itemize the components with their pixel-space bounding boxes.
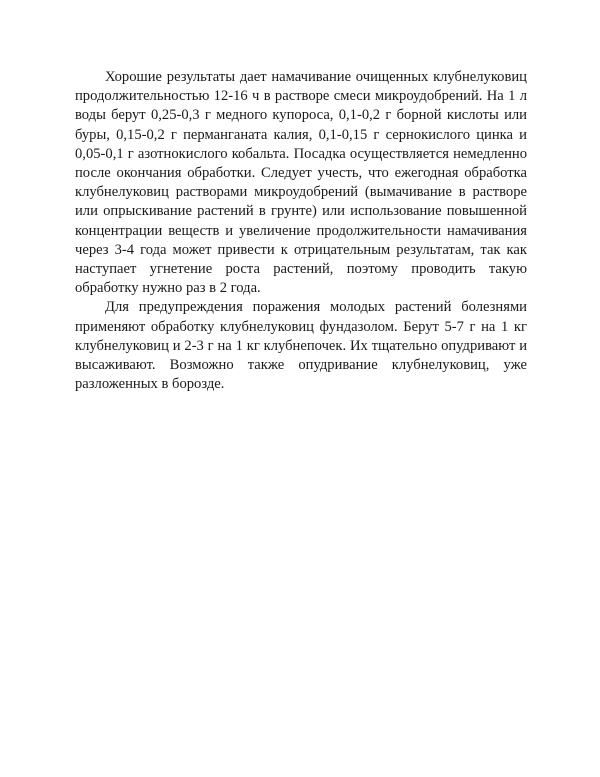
paragraph-soaking-treatment: Хорошие результаты дает намачивание очищенных клубнелуковиц продолжительностью 12-16 ч в растворе смеси микроудобрений. На 1 л воды берут 0,25-0,3 г медного купороса, 0,1-0,2 г борной кислоты или буры, 0,15-0,2 г перманганата калия, 0,1-0,15 г сернокислого цинка и 0,05-0,1 г азотнокислого кобальта. Посадка осуществляется немедленно после окончания обработки. Следует учесть, что ежегодная обработка клубнелуковиц растворами микроудобрений (вымачивание в растворе или опрыскивание растений в грунте) или использование повышенной концентрации веществ и увеличение продолжительности намачивания через 3-4 года может привести к отрицательным результатам, так как наступает угнетение роста растений, поэтому проводить такую обработку нужно раз в 2 года. — [75, 69, 527, 297]
document-body — [75, 68, 527, 394]
paragraph-disease-prevention: Для предупреждения поражения молодых растений болезнями применяют обработку клубнелуковиц фундазолом. Берут 5-7 г на 1 кг клубнелуковиц и 2-3 г на 1 кг клубнепочек. Их тщательно опудривают и высаживают. Возможно также опудривание клубнелуковиц, уже разложенных в борозде. — [75, 299, 527, 393]
